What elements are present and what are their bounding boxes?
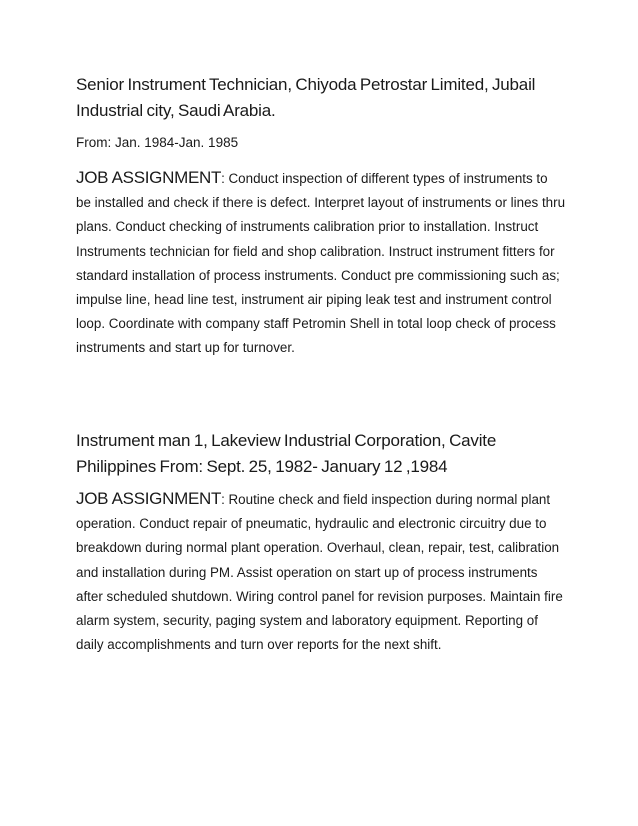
job-entry-lakeview — [76, 428, 566, 657]
job-assignment-label: JOB ASSIGNMENT — [76, 168, 222, 187]
job-heading: Instrument man 1, Lakeview Industrial Corporation, Cavite Philippines From: Sept. 25, 1982- January 12 ,1984 — [76, 431, 497, 476]
job-entry-chiyoda — [76, 72, 566, 361]
job-assignment-text: : Routine check and field inspection during normal plant operation. Conduct repair of pneumatic, hydraulic and electronic circuitry due to breakdown during normal plant operation. Overhaul, clean, repair, test, calibration and installation during PM. Assist operation on start up of process instruments after scheduled shutdown. Wiring control panel for revision purposes. Maintain fire alarm system, security, paging system and laboratory equipment. Reporting of daily accomplishments and turn over reports for the next shift. — [76, 492, 563, 653]
job-assignment — [76, 166, 566, 361]
job-dates: From: Jan. 1984-Jan. 1985 — [76, 135, 239, 150]
job-assignment — [76, 487, 566, 657]
job-heading: Senior Instrument Technician, Chiyoda Petrostar Limited, Jubail Industrial city, Saudi Arabia. — [76, 75, 536, 120]
job-assignment-text: : Conduct inspection of different types of instruments to be installed and check if there is defect. Interpret layout of instruments or lines thru plans. Conduct checking of instruments calibration prior to installation. Instruct Instruments technician for field and shop calibration. Instruct instrument fitters for standard installation of process instruments. Conduct pre commissioning such as; impulse line, head line test, instrument air piping leak test and instrument control loop. Coordinate with company staff Petromin Shell in total loop check of process instruments and start up for turnover. — [76, 171, 566, 356]
job-assignment-label: JOB ASSIGNMENT — [76, 489, 222, 508]
